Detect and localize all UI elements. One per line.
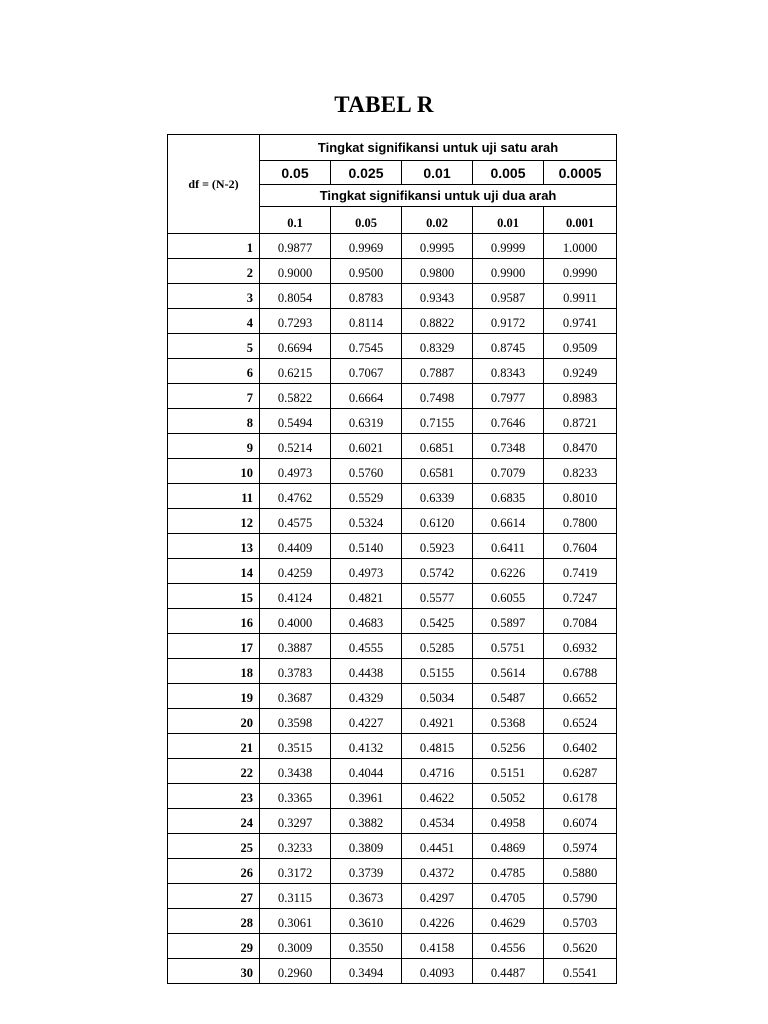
table-row — [168, 809, 617, 834]
table-row — [168, 284, 617, 309]
r-value-cell: 0.6524 — [544, 709, 617, 734]
r-value-cell: 0.8745 — [473, 334, 544, 359]
r-value-cell: 0.3365 — [260, 784, 331, 809]
r-value-cell: 0.8783 — [331, 284, 402, 309]
r-value-cell: 0.3687 — [260, 684, 331, 709]
r-value-cell: 0.4438 — [331, 659, 402, 684]
table-row — [168, 609, 617, 634]
table-row — [168, 509, 617, 534]
r-value-cell: 0.5541 — [544, 959, 617, 984]
table-row — [168, 584, 617, 609]
r-value-cell: 0.9509 — [544, 334, 617, 359]
r-value-cell: 0.9995 — [402, 234, 473, 259]
table-row — [168, 434, 617, 459]
r-value-cell: 0.6932 — [544, 634, 617, 659]
df-cell: 26 — [168, 859, 260, 884]
table-row — [168, 959, 617, 984]
r-value-cell: 0.7887 — [402, 359, 473, 384]
r-value-cell: 0.5742 — [402, 559, 473, 584]
table-row — [168, 534, 617, 559]
r-value-cell: 0.5703 — [544, 909, 617, 934]
one-tailed-caption: Tingkat signifikansi untuk uji satu arah — [260, 135, 617, 161]
r-value-cell: 0.6226 — [473, 559, 544, 584]
r-value-cell: 0.3739 — [331, 859, 402, 884]
df-cell: 15 — [168, 584, 260, 609]
r-value-cell: 0.4132 — [331, 734, 402, 759]
one-tailed-level: 0.01 — [402, 161, 473, 185]
r-value-cell: 0.3673 — [331, 884, 402, 909]
r-value-cell: 0.7419 — [544, 559, 617, 584]
r-value-cell: 0.3115 — [260, 884, 331, 909]
r-value-cell: 0.3009 — [260, 934, 331, 959]
r-value-cell: 0.6055 — [473, 584, 544, 609]
df-cell: 18 — [168, 659, 260, 684]
r-value-cell: 0.9911 — [544, 284, 617, 309]
r-value-cell: 0.4226 — [402, 909, 473, 934]
table-row — [168, 834, 617, 859]
df-cell: 13 — [168, 534, 260, 559]
table-row — [168, 709, 617, 734]
r-value-cell: 0.9969 — [331, 234, 402, 259]
r-value-cell: 0.5324 — [331, 509, 402, 534]
r-value-cell: 0.7067 — [331, 359, 402, 384]
table-row — [168, 409, 617, 434]
one-tailed-level: 0.005 — [473, 161, 544, 185]
r-value-cell: 0.3610 — [331, 909, 402, 934]
df-cell: 10 — [168, 459, 260, 484]
table-row — [168, 934, 617, 959]
r-value-cell: 0.3961 — [331, 784, 402, 809]
table-row — [168, 559, 617, 584]
r-value-cell: 0.3438 — [260, 759, 331, 784]
r-value-cell: 0.5790 — [544, 884, 617, 909]
r-value-cell: 0.5151 — [473, 759, 544, 784]
r-value-cell: 0.6074 — [544, 809, 617, 834]
r-value-cell: 0.6835 — [473, 484, 544, 509]
df-cell: 11 — [168, 484, 260, 509]
r-value-cell: 0.9249 — [544, 359, 617, 384]
r-value-cell: 0.4815 — [402, 734, 473, 759]
r-value-cell: 0.2960 — [260, 959, 331, 984]
df-cell: 8 — [168, 409, 260, 434]
r-value-cell: 0.8721 — [544, 409, 617, 434]
table-row — [168, 734, 617, 759]
r-value-cell: 0.4409 — [260, 534, 331, 559]
df-cell: 5 — [168, 334, 260, 359]
df-cell: 22 — [168, 759, 260, 784]
r-value-cell: 0.3233 — [260, 834, 331, 859]
header-row-one-tailed-caption — [168, 135, 617, 161]
r-value-cell: 0.7545 — [331, 334, 402, 359]
one-tailed-level: 0.0005 — [544, 161, 617, 185]
r-value-cell: 0.4534 — [402, 809, 473, 834]
r-value-cell: 0.6614 — [473, 509, 544, 534]
table-row — [168, 884, 617, 909]
r-value-cell: 0.4044 — [331, 759, 402, 784]
r-value-cell: 0.3172 — [260, 859, 331, 884]
r-value-cell: 0.5285 — [402, 634, 473, 659]
df-cell: 4 — [168, 309, 260, 334]
r-value-cell: 0.7084 — [544, 609, 617, 634]
r-value-cell: 0.8010 — [544, 484, 617, 509]
df-cell: 25 — [168, 834, 260, 859]
r-value-cell: 0.5529 — [331, 484, 402, 509]
r-value-cell: 0.3598 — [260, 709, 331, 734]
df-cell: 28 — [168, 909, 260, 934]
r-value-cell: 0.6339 — [402, 484, 473, 509]
r-value-cell: 0.5897 — [473, 609, 544, 634]
r-value-cell: 0.7646 — [473, 409, 544, 434]
df-cell: 9 — [168, 434, 260, 459]
r-value-cell: 0.9800 — [402, 259, 473, 284]
r-value-cell: 0.5155 — [402, 659, 473, 684]
r-value-cell: 0.7247 — [544, 584, 617, 609]
table-row — [168, 684, 617, 709]
r-value-cell: 0.6694 — [260, 334, 331, 359]
r-value-cell: 0.4227 — [331, 709, 402, 734]
r-value-cell: 0.5052 — [473, 784, 544, 809]
r-value-cell: 1.0000 — [544, 234, 617, 259]
table-row — [168, 334, 617, 359]
r-value-cell: 0.4259 — [260, 559, 331, 584]
r-value-cell: 0.4451 — [402, 834, 473, 859]
r-value-cell: 0.5614 — [473, 659, 544, 684]
r-value-cell: 0.4785 — [473, 859, 544, 884]
r-value-cell: 0.3887 — [260, 634, 331, 659]
r-value-cell: 0.6178 — [544, 784, 617, 809]
r-value-cell: 0.5140 — [331, 534, 402, 559]
r-value-cell: 0.5751 — [473, 634, 544, 659]
df-cell: 27 — [168, 884, 260, 909]
r-value-cell: 0.5577 — [402, 584, 473, 609]
r-value-cell: 0.7348 — [473, 434, 544, 459]
df-cell: 24 — [168, 809, 260, 834]
r-value-cell: 0.7977 — [473, 384, 544, 409]
two-tailed-level: 0.02 — [402, 207, 473, 234]
r-value-cell: 0.9500 — [331, 259, 402, 284]
df-cell: 30 — [168, 959, 260, 984]
r-value-cell: 0.8114 — [331, 309, 402, 334]
r-value-cell: 0.9343 — [402, 284, 473, 309]
table-row — [168, 634, 617, 659]
df-cell: 2 — [168, 259, 260, 284]
r-value-cell: 0.4575 — [260, 509, 331, 534]
table-row — [168, 234, 617, 259]
r-value-cell: 0.4869 — [473, 834, 544, 859]
table-row — [168, 759, 617, 784]
r-value-cell: 0.6402 — [544, 734, 617, 759]
r-value-cell: 0.9172 — [473, 309, 544, 334]
df-cell: 3 — [168, 284, 260, 309]
r-value-cell: 0.3494 — [331, 959, 402, 984]
r-value-cell: 0.5923 — [402, 534, 473, 559]
r-value-cell: 0.4973 — [331, 559, 402, 584]
page-title: TABEL R — [334, 92, 434, 117]
r-value-cell: 0.5256 — [473, 734, 544, 759]
table-row — [168, 909, 617, 934]
r-value-cell: 0.3783 — [260, 659, 331, 684]
one-tailed-level: 0.025 — [331, 161, 402, 185]
table-row — [168, 259, 617, 284]
df-cell: 6 — [168, 359, 260, 384]
table-row — [168, 384, 617, 409]
table-row — [168, 459, 617, 484]
two-tailed-level: 0.1 — [260, 207, 331, 234]
r-value-cell: 0.3882 — [331, 809, 402, 834]
r-value-cell: 0.4683 — [331, 609, 402, 634]
r-value-cell: 0.4124 — [260, 584, 331, 609]
r-value-cell: 0.9900 — [473, 259, 544, 284]
two-tailed-level: 0.01 — [473, 207, 544, 234]
r-value-cell: 0.5494 — [260, 409, 331, 434]
r-value-cell: 0.6215 — [260, 359, 331, 384]
r-value-cell: 0.4158 — [402, 934, 473, 959]
table-row — [168, 359, 617, 384]
r-value-cell: 0.6120 — [402, 509, 473, 534]
one-tailed-level: 0.05 — [260, 161, 331, 185]
r-value-cell: 0.6652 — [544, 684, 617, 709]
r-value-cell: 0.5487 — [473, 684, 544, 709]
r-value-cell: 0.7800 — [544, 509, 617, 534]
r-value-cell: 0.6021 — [331, 434, 402, 459]
r-value-cell: 0.9587 — [473, 284, 544, 309]
r-value-cell: 0.6287 — [544, 759, 617, 784]
two-tailed-level: 0.05 — [331, 207, 402, 234]
r-value-cell: 0.9877 — [260, 234, 331, 259]
r-value-cell: 0.9000 — [260, 259, 331, 284]
r-value-cell: 0.4093 — [402, 959, 473, 984]
r-value-cell: 0.7293 — [260, 309, 331, 334]
df-cell: 29 — [168, 934, 260, 959]
r-value-cell: 0.4821 — [331, 584, 402, 609]
r-value-cell: 0.4958 — [473, 809, 544, 834]
r-value-cell: 0.6319 — [331, 409, 402, 434]
df-cell: 12 — [168, 509, 260, 534]
r-value-cell: 0.5760 — [331, 459, 402, 484]
r-value-cell: 0.6581 — [402, 459, 473, 484]
r-value-cell: 0.4629 — [473, 909, 544, 934]
r-value-cell: 0.3550 — [331, 934, 402, 959]
r-value-cell: 0.3809 — [331, 834, 402, 859]
r-value-cell: 0.3297 — [260, 809, 331, 834]
r-value-cell: 0.9999 — [473, 234, 544, 259]
two-tailed-level: 0.001 — [544, 207, 617, 234]
r-value-cell: 0.4973 — [260, 459, 331, 484]
r-value-cell: 0.4622 — [402, 784, 473, 809]
r-value-cell: 0.4556 — [473, 934, 544, 959]
r-value-cell: 0.4372 — [402, 859, 473, 884]
r-value-cell: 0.8343 — [473, 359, 544, 384]
r-value-cell: 0.4555 — [331, 634, 402, 659]
r-value-cell: 0.4487 — [473, 959, 544, 984]
r-value-cell: 0.5368 — [473, 709, 544, 734]
r-value-cell: 0.5822 — [260, 384, 331, 409]
table-row — [168, 859, 617, 884]
r-value-cell: 0.7155 — [402, 409, 473, 434]
r-value-cell: 0.8470 — [544, 434, 617, 459]
r-value-cell: 0.8822 — [402, 309, 473, 334]
r-value-cell: 0.5620 — [544, 934, 617, 959]
r-value-cell: 0.4921 — [402, 709, 473, 734]
r-value-cell: 0.4000 — [260, 609, 331, 634]
table-row — [168, 659, 617, 684]
r-value-cell: 0.8329 — [402, 334, 473, 359]
r-value-cell: 0.5034 — [402, 684, 473, 709]
df-cell: 7 — [168, 384, 260, 409]
r-value-cell: 0.8233 — [544, 459, 617, 484]
r-value-cell: 0.5425 — [402, 609, 473, 634]
df-cell: 16 — [168, 609, 260, 634]
df-cell: 14 — [168, 559, 260, 584]
df-cell: 21 — [168, 734, 260, 759]
r-value-cell: 0.5974 — [544, 834, 617, 859]
r-value-cell: 0.9741 — [544, 309, 617, 334]
table-row — [168, 309, 617, 334]
df-cell: 23 — [168, 784, 260, 809]
r-value-cell: 0.4716 — [402, 759, 473, 784]
r-value-cell: 0.7079 — [473, 459, 544, 484]
r-value-cell: 0.5214 — [260, 434, 331, 459]
df-cell: 1 — [168, 234, 260, 259]
r-value-cell: 0.6788 — [544, 659, 617, 684]
r-value-cell: 0.8054 — [260, 284, 331, 309]
r-value-cell: 0.4297 — [402, 884, 473, 909]
r-value-cell: 0.6664 — [331, 384, 402, 409]
r-value-cell: 0.6851 — [402, 434, 473, 459]
r-value-cell: 0.9990 — [544, 259, 617, 284]
two-tailed-caption: Tingkat signifikansi untuk uji dua arah — [260, 185, 617, 207]
r-value-cell: 0.8983 — [544, 384, 617, 409]
r-value-cell: 0.5880 — [544, 859, 617, 884]
r-value-cell: 0.3515 — [260, 734, 331, 759]
df-header: df = (N-2) — [168, 135, 260, 234]
r-value-cell: 0.4329 — [331, 684, 402, 709]
table-row — [168, 484, 617, 509]
df-cell: 17 — [168, 634, 260, 659]
r-value-cell: 0.6411 — [473, 534, 544, 559]
r-value-cell: 0.4762 — [260, 484, 331, 509]
table-row — [168, 784, 617, 809]
df-cell: 19 — [168, 684, 260, 709]
r-value-cell: 0.4705 — [473, 884, 544, 909]
r-value-cell: 0.7604 — [544, 534, 617, 559]
r-value-cell: 0.7498 — [402, 384, 473, 409]
df-cell: 20 — [168, 709, 260, 734]
r-table — [167, 134, 617, 984]
r-value-cell: 0.3061 — [260, 909, 331, 934]
